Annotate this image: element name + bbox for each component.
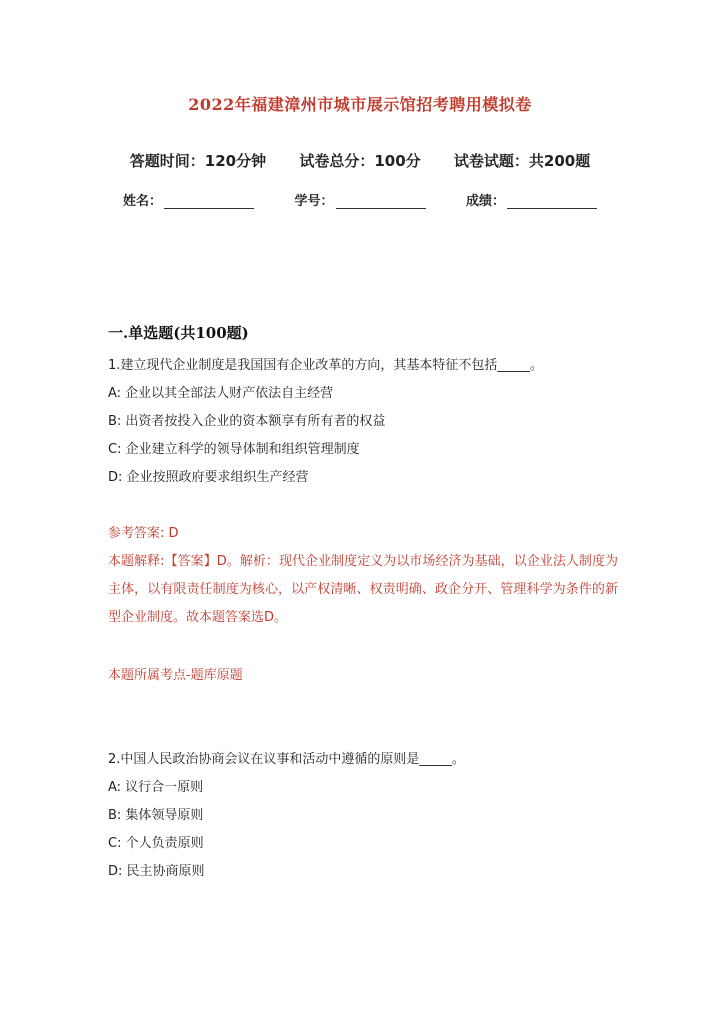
topic-tag-1: 本题所属考点-题库原题 [108, 668, 243, 683]
question-stem: 2.中国人民政治协商会议在议事和活动中遵循的原则是_____。 [108, 752, 465, 767]
score-blank-line [507, 196, 597, 209]
option-d: D: 民主协商原则 [108, 864, 205, 879]
answer-1: 参考答案: D [108, 526, 179, 541]
question-1 [108, 352, 628, 492]
name-field [123, 190, 254, 209]
section-title: 一.单选题(共100题) [108, 324, 249, 342]
explanation-1: 本题解释:【答案】D。解析：现代企业制度定义为以市场经济为基础，以企业法人制度为主体，以有限责任制度为核心，以产权清晰、权责明确、政企分开、管理科学为条件的新型企业制度。故本题答案选D。 [108, 554, 618, 625]
option-a: A: 企业以其全部法人财产依法自主经营 [108, 386, 334, 401]
student-fields [0, 190, 720, 209]
id-blank-line [336, 196, 426, 209]
name-blank-line [164, 196, 254, 209]
option-a: A: 议行合一原则 [108, 780, 204, 795]
name-label: 姓名： [122, 194, 162, 209]
option-d: D: 企业按照政府要求组织生产经营 [108, 470, 309, 485]
exam-title: 2022年福建漳州市城市展示馆招考聘用模拟卷 [188, 95, 532, 114]
id-field [294, 190, 425, 209]
exam-time: 答题时间：120分钟 [129, 152, 267, 170]
exam-meta [0, 150, 720, 171]
score-label: 成绩： [466, 194, 506, 209]
exam-total-score: 试卷总分：100分 [299, 152, 421, 170]
score-field [466, 190, 597, 209]
question-2 [108, 746, 628, 886]
question-stem: 1.建立现代企业制度是我国国有企业改革的方向，其基本特征不包括_____。 [108, 358, 543, 373]
exam-total-questions: 试卷试题：共200题 [453, 152, 591, 170]
option-b: B: 出资者按投入企业的资本额享有所有者的权益 [108, 414, 386, 429]
option-c: C: 个人负责原则 [108, 836, 204, 851]
option-b: B: 集体领导原则 [108, 808, 204, 823]
id-label: 学号： [294, 194, 334, 209]
option-c: C: 企业建立科学的领导体制和组织管理制度 [108, 442, 360, 457]
